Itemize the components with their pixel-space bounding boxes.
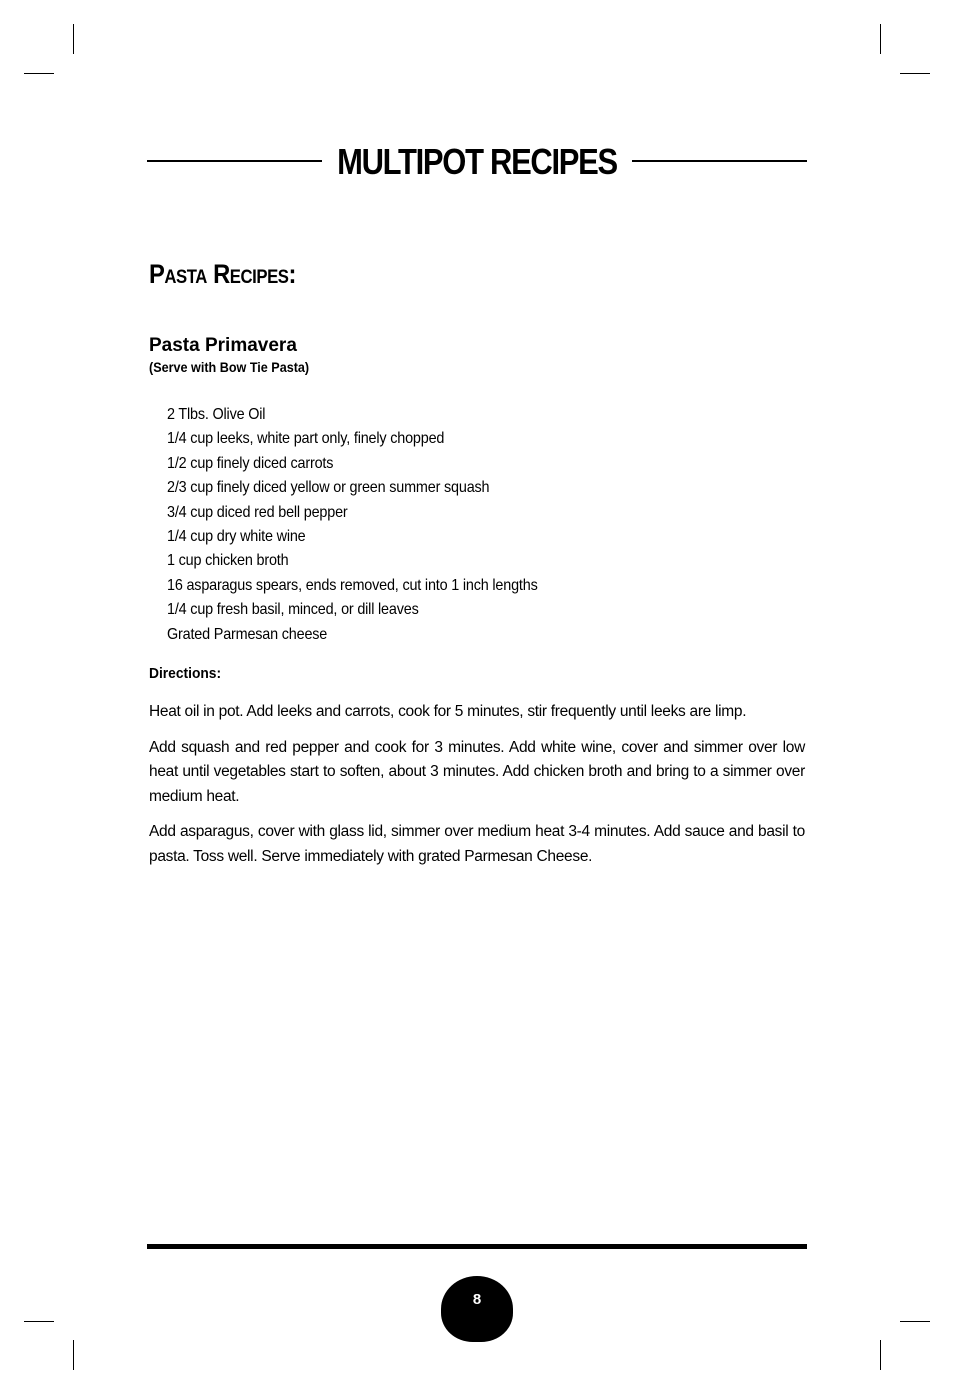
ingredient-item: 1 cup chicken broth: [167, 552, 289, 570]
directions-text: [149, 700, 805, 880]
crop-mark: [900, 73, 930, 74]
ingredient-item: 2 Tlbs. Olive Oil: [167, 406, 266, 423]
ingredient-item: 3/4 cup diced red bell pepper: [167, 503, 348, 521]
crop-mark: [73, 1340, 74, 1370]
crop-mark: [24, 1321, 54, 1322]
crop-mark: [880, 24, 881, 54]
crop-mark: [880, 1340, 881, 1370]
page-title: MULTIPOT RECIPES: [337, 141, 617, 182]
recipe-subtitle: (Serve with Bow Tie Pasta): [149, 359, 310, 375]
ingredient-list: [167, 403, 579, 647]
directions-label: Directions:: [149, 665, 222, 682]
ingredient-item: 1/4 cup dry white wine: [167, 528, 306, 546]
ingredient-item: 1/2 cup finely diced carrots: [167, 454, 334, 472]
ingredient-item: 16 asparagus spears, ends removed, cut into 1 inch lengths: [167, 576, 538, 594]
crop-mark: [73, 24, 74, 54]
ingredient-item: 2/3 cup finely diced yellow or green summer squash: [167, 479, 490, 497]
crop-mark: [900, 1321, 930, 1322]
ingredient-item: 1/4 cup fresh basil, minced, or dill leaves: [167, 601, 419, 619]
ingredient-item: 1/4 cup leeks, white part only, finely chopped: [167, 430, 445, 448]
direction-paragraph: Add squash and red pepper and cook for 3 minutes. Add white wine, cover and simmer over low heat until vegetables start to soften, about 3 minutes. Add chicken broth and bring to a simmer over medium heat.: [149, 738, 805, 805]
page-number: 8: [472, 1291, 482, 1308]
crop-mark: [24, 73, 54, 74]
recipe-title: Pasta Primavera: [149, 335, 297, 356]
ingredient-item: Grated Parmesan cheese: [167, 625, 328, 643]
section-heading: Pasta Recipes:: [149, 259, 296, 289]
direction-paragraph: Add asparagus, cover with glass lid, simmer over medium heat 3-4 minutes. Add sauce and basil to pasta. Toss well. Serve immediately with grated Parmesan Cheese.: [149, 823, 805, 865]
footer-rule: [147, 1244, 807, 1249]
direction-paragraph: Heat oil in pot. Add leeks and carrots, cook for 5 minutes, stir frequently until leeks are limp.: [149, 703, 747, 720]
